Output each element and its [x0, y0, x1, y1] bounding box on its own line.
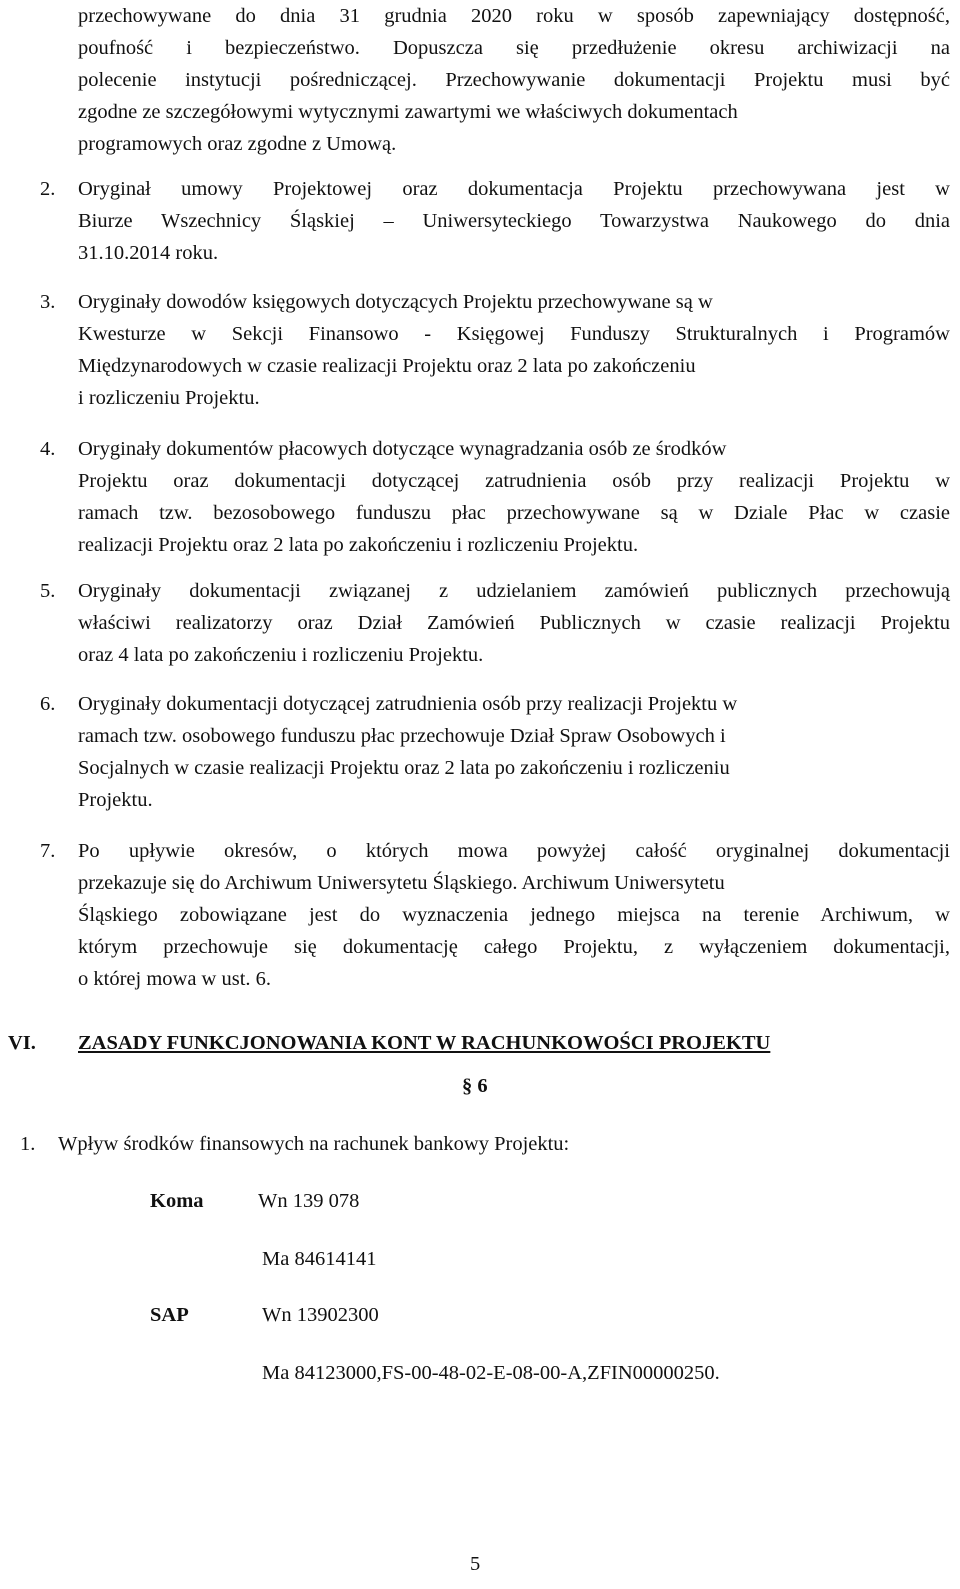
point-text: Wpływ środków finansowych na rachunek bankowy Projektu: [58, 1133, 570, 1155]
text-line: realizacji Projektu oraz 2 lata po zakończeniu i rozliczeniu Projektu. [78, 534, 639, 556]
text-line: ramach tzw. bezosobowego funduszu płac przechowywane są w Dziale Płac w czasie [78, 502, 950, 524]
text-line: Biurze Wszechnicy Śląskiej – Uniwersyteckiego Towarzystwa Naukowego do dnia [78, 210, 950, 232]
page-number: 5 [470, 1553, 481, 1575]
text-line: przekazuje się do Archiwum Uniwersytetu Śląskiego. Archiwum Uniwersytetu [78, 872, 725, 894]
text-line: Socjalnych w czasie realizacji Projektu oraz 2 lata po zakończeniu i rozliczeniu [78, 757, 730, 779]
item-text [78, 575, 950, 671]
item-number: 3. [40, 291, 56, 313]
text-line: ramach tzw. osobowego funduszu płac przechowuje Dział Spraw Osobowych i [78, 725, 726, 747]
item-number: 7. [40, 840, 56, 862]
item-number: 4. [40, 438, 56, 460]
koma-wn: Wn 139 078 [258, 1190, 360, 1212]
item-number: 2. [40, 178, 56, 200]
text-line: Oryginały dokumentacji związanej z udzielaniem zamówień publicznych przechowują [78, 580, 950, 602]
text-line: 31.10.2014 roku. [78, 242, 219, 264]
item-text [78, 835, 950, 995]
item-text [78, 173, 950, 269]
text-line: programowych oraz zgodne z Umową. [78, 133, 397, 155]
item-text [78, 433, 950, 561]
text-line: Śląskiego zobowiązane jest do wyznaczenia jednego miejsca na terenie Archiwum, w [78, 904, 950, 926]
section-title: ZASADY FUNKCJONOWANIA KONT W RACHUNKOWOŚCI PROJEKTU [78, 1032, 771, 1054]
koma-ma: Ma 84614141 [262, 1248, 377, 1270]
text-line: przechowywane do dnia 31 grudnia 2020 roku w sposób zapewniający dostępność, [78, 5, 950, 27]
text-line: właściwi realizatorzy oraz Dział Zamówień Publicznych w czasie realizacji Projektu [78, 612, 950, 634]
section-number: VI. [8, 1032, 36, 1054]
text-line: Oryginały dowodów księgowych dotyczących Projektu przechowywane są w [78, 291, 713, 313]
text-line: Projektu. [78, 789, 153, 811]
text-line: o której mowa w ust. 6. [78, 968, 272, 990]
text-line: poufność i bezpieczeństwo. Dopuszcza się przedłużenie okresu archiwizacji na [78, 37, 950, 59]
text-line: Oryginały dokumentacji dotyczącej zatrudnienia osób przy realizacji Projektu w [78, 693, 738, 715]
sap-ma: Ma 84123000,FS-00-48-02-E-08-00-A,ZFIN00000250. [262, 1362, 720, 1384]
item-number: 5. [40, 580, 56, 602]
text-line: Międzynarodowych w czasie realizacji Projektu oraz 2 lata po zakończeniu [78, 355, 696, 377]
item-number: 6. [40, 693, 56, 715]
text-line: zgodne ze szczegółowymi wytycznymi zawartymi we właściwych dokumentach [78, 101, 738, 123]
sap-label: SAP [150, 1304, 189, 1326]
text-line: Projektu oraz dokumentacji dotyczącej zatrudnienia osób przy realizacji Projektu w [78, 470, 950, 492]
text-line: polecenie instytucji pośredniczącej. Przechowywanie dokumentacji Projektu musi być [78, 69, 950, 91]
text-line: Oryginały dokumentów płacowych dotyczące wynagradzania osób ze środków [78, 438, 727, 460]
sap-wn: Wn 13902300 [262, 1304, 379, 1326]
paragraph-sign: § 6 [462, 1075, 488, 1097]
text-line: Po upływie okresów, o których mowa powyżej całość oryginalnej dokumentacji [78, 840, 950, 862]
point-1 [20, 1128, 569, 1160]
text-line: Kwesturze w Sekcji Finansowo - Księgowej Funduszy Strukturalnych i Programów [78, 323, 950, 345]
koma-label: Koma [150, 1190, 204, 1212]
lead-paragraph [78, 0, 950, 160]
text-line: którym przechowuje się dokumentację całego Projektu, z wyłączeniem dokumentacji, [78, 936, 950, 958]
point-number: 1. [20, 1133, 36, 1155]
text-line: Oryginał umowy Projektowej oraz dokumentacja Projektu przechowywana jest w [78, 178, 950, 200]
item-text [78, 688, 950, 816]
item-text [78, 286, 950, 414]
text-line: oraz 4 lata po zakończeniu i rozliczeniu Projektu. [78, 644, 484, 666]
text-line: i rozliczeniu Projektu. [78, 387, 260, 409]
